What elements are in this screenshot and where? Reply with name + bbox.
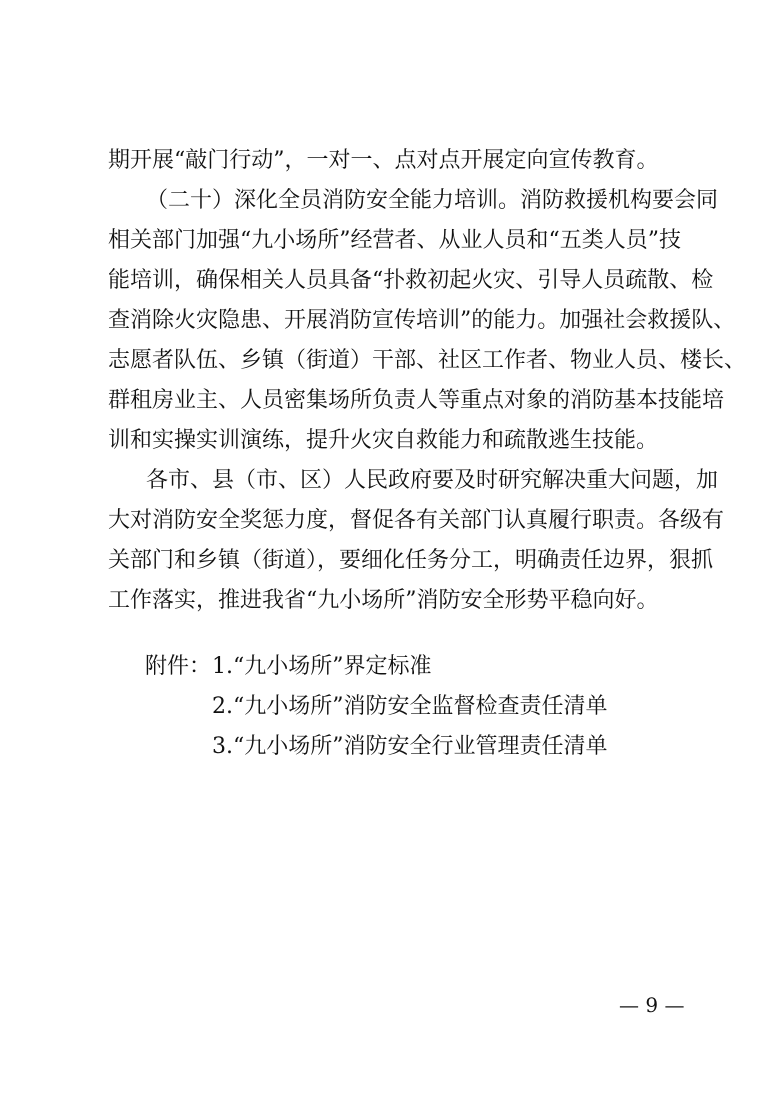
section-20-line-2: 相关部门加强“九小场所”经营者、从业人员和“五类人员”技: [108, 228, 681, 253]
closing-line-1: 各市、县（市、区）人民政府要及时研究解决重大问题，加: [146, 468, 719, 493]
paragraph-continuation: 期开展“敲门行动”，一对一、点对点开展定向宣传教育。: [108, 148, 659, 173]
section-20-line-5: 志愿者队伍、乡镇（街道）干部、社区工作者、物业人员、楼长、: [108, 348, 747, 373]
attachment-item-1: 1.“九小场所”界定标准: [212, 654, 432, 679]
closing-line-2: 大对消防安全奖惩力度，督促各有关部门认真履行职责。各级有: [108, 508, 725, 533]
attachments-label: 附件：: [145, 654, 212, 679]
attachment-item-3: 3.“九小场所”消防安全行业管理责任清单: [212, 734, 608, 759]
closing-line-3: 关部门和乡镇（街道），要细化任务分工，明确责任边界，狠抓: [108, 548, 714, 573]
section-20-line-7: 训和实操实训演练，提升火灾自救能力和疏散逃生技能。: [108, 428, 659, 453]
page-number: — 9 —: [619, 993, 685, 1017]
section-20-line-3: 能培训，确保相关人员具备“扑救初起火灾、引导人员疏散、检: [108, 268, 714, 293]
section-20-line-6: 群租房业主、人员密集场所负责人等重点对象的消防基本技能培: [108, 388, 725, 413]
closing-line-4: 工作落实，推进我省“九小场所”消防安全形势平稳向好。: [108, 588, 659, 613]
section-20-line-1: （二十）深化全员消防安全能力培训。消防救援机构要会同: [146, 188, 719, 213]
attachment-item-2: 2.“九小场所”消防安全监督检查责任清单: [212, 694, 608, 719]
section-20-line-4: 查消除火灾隐患、开展消防宣传培训”的能力。加强社会救援队、: [108, 308, 736, 333]
